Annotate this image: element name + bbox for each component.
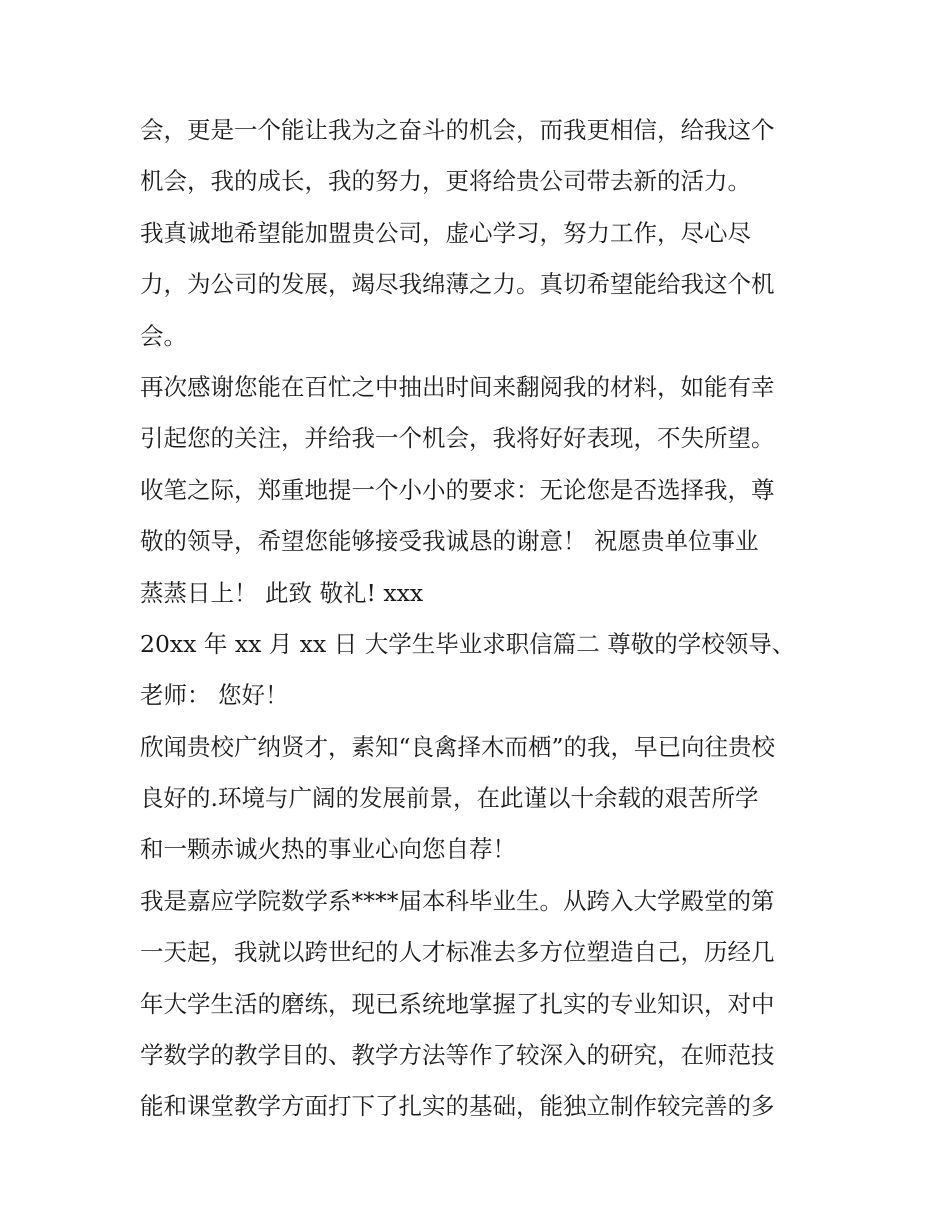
text-line: 和一颗赤诚火热的事业心向您自荐！ xyxy=(140,835,516,864)
text-line: 蒸蒸日上！ 此致 敬礼! xxx xyxy=(140,578,424,607)
text-line: 力，为公司的发展，竭尽我绵薄之力。真切希望能给我这个机 xyxy=(140,270,775,299)
text-line: 会，更是一个能让我为之奋斗的机会，而我更相信，给我这个 xyxy=(140,116,775,144)
text-line: 年大学生活的磨练，现已系统地掌握了扎实的专业知识，对中 xyxy=(140,989,775,1018)
text-line: 欣闻贵校广纳贤才，素知“良禽择木而栖”的我，早已向往贵校 xyxy=(140,732,776,761)
text-line: 机会，我的成长，我的努力，更将给贵公司带去新的活力。 xyxy=(140,167,751,196)
text-line: 会。 xyxy=(140,321,187,350)
text-line: 敬的领导，希望您能够接受我诚恳的谢意！ 祝愿贵单位事业 xyxy=(140,527,759,556)
text-line: 老师： 您好！ xyxy=(140,681,289,710)
text-line: 学数学的教学目的、教学方法等作了较深入的研究，在师范技 xyxy=(140,1041,775,1070)
text-line: 引起您的关注，并给我一个机会，我将好好表现，不失所望。 xyxy=(140,424,775,453)
text-line: 20xx 年 xx 月 xx 日 大学生毕业求职信篇二 尊敬的学校领导、 xyxy=(140,629,796,658)
text-line: 一天起，我就以跨世纪的人才标准去多方位塑造自己，历经几 xyxy=(140,938,775,967)
text-line: 良好的.环境与广阔的发展前景，在此谨以十余载的艰苦所学 xyxy=(140,784,759,813)
text-line: 能和课堂教学方面打下了扎实的基础，能独立制作较完善的多 xyxy=(140,1092,775,1121)
text-line: 我真诚地希望能加盟贵公司，虚心学习，努力工作，尽心尽 xyxy=(140,218,751,247)
text-line: 收笔之际，郑重地提一个小小的要求：无论您是否选择我，尊 xyxy=(140,475,775,504)
document-body xyxy=(140,105,820,1133)
text-line: 我是嘉应学院数学系****届本科毕业生。从跨入大学殿堂的第 xyxy=(140,886,775,915)
text-line: 再次感谢您能在百忙之中抽出时间来翻阅我的材料，如能有幸 xyxy=(140,372,775,401)
